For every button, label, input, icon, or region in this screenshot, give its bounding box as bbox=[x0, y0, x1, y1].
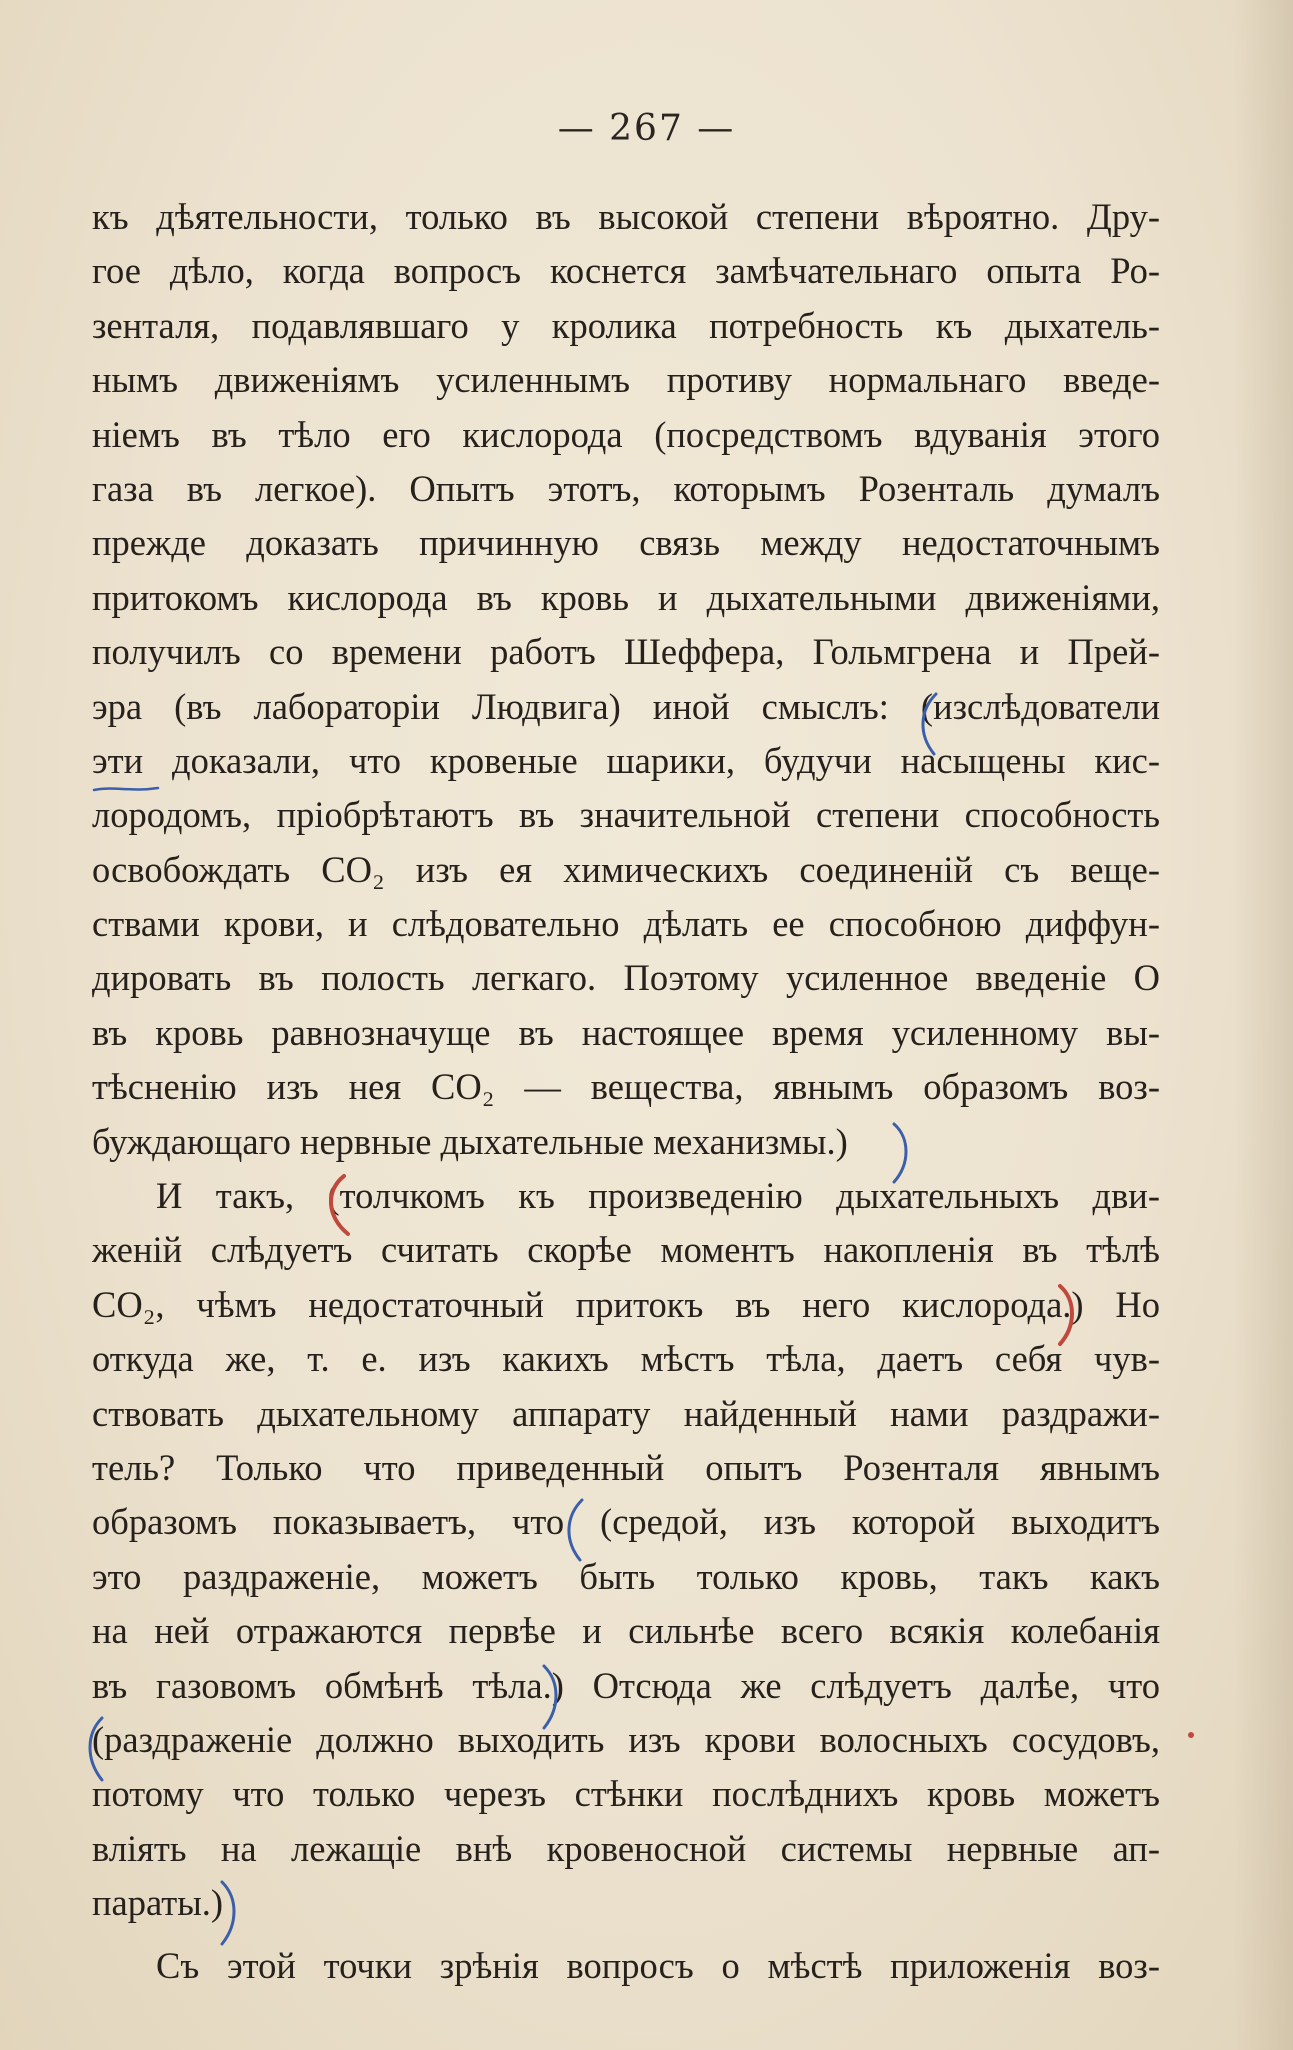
paragraph-gap bbox=[92, 1931, 1160, 1939]
text-line: параты.) bbox=[92, 1882, 223, 1924]
text-line: потому что только черезъ стѣнки послѣднихъ кровь можетъ bbox=[92, 1773, 1160, 1815]
text-line: лородомъ, пріобрѣтаютъ въ значительной степени способность bbox=[92, 794, 1160, 836]
text-line: въ газовомъ обмѣнѣ тѣла.) Отсюда же слѣдуетъ далѣе, что bbox=[92, 1664, 1160, 1706]
text-line: освобождать CO₂ изъ ея химическихъ соединеній съ веще- bbox=[92, 848, 1160, 890]
text-line: И такъ, (толчкомъ къ произведенію дыхательныхъ дви- bbox=[156, 1175, 1160, 1217]
red-dot-mark bbox=[1186, 1730, 1196, 1740]
text-line: тѣсненію изъ нея CO₂ — вещества, явнымъ образомъ воз- bbox=[92, 1066, 1160, 1108]
text-line: получилъ со времени работъ Шеффера, Гольмгрена и Прей- bbox=[92, 631, 1160, 673]
body-text bbox=[92, 190, 1160, 1993]
text-line: Съ этой точки зрѣнія вопросъ о мѣстѣ приложенія воз- bbox=[156, 1944, 1160, 1986]
text-line: (раздраженіе должно выходить изъ крови волосныхъ сосудовъ, bbox=[92, 1718, 1160, 1760]
text-line: притокомъ кислорода въ кровь и дыхательными движеніями, bbox=[92, 576, 1160, 618]
text-line: прежде доказать причинную связь между недостаточнымъ bbox=[92, 522, 1160, 564]
text-line: дировать въ полость легкаго. Поэтому усиленное введеніе O bbox=[92, 957, 1160, 999]
text-line: эра (въ лабораторіи Людвига) иной смыслъ: (изслѣдователи bbox=[92, 685, 1160, 727]
text-line: женій слѣдуетъ считать скорѣе моментъ накопленія въ тѣлѣ bbox=[92, 1229, 1160, 1271]
text-line: CO₂, чѣмъ недостаточный притокъ въ него кислорода.) Но bbox=[92, 1283, 1160, 1325]
paragraph bbox=[92, 1939, 1160, 1993]
text-line: это раздраженіе, можетъ быть только кровь, такъ какъ bbox=[92, 1555, 1160, 1597]
text-line: тель? Только что приведенный опытъ Розенталя явнымъ bbox=[92, 1446, 1160, 1488]
text-line: откуда же, т. е. изъ какихъ мѣстъ тѣла, даетъ себя чув- bbox=[92, 1338, 1160, 1380]
paragraph bbox=[92, 1169, 1160, 1930]
paragraph bbox=[92, 190, 1160, 1169]
text-line: газа въ легкое). Опытъ этотъ, которымъ Розенталь думалъ bbox=[92, 467, 1160, 509]
text-line: буждающаго нервные дыхательные механизмы.) bbox=[92, 1120, 848, 1162]
text-line: въ кровь равнозначуще въ настоящее время усиленному вы- bbox=[92, 1011, 1160, 1053]
text-line: ніемъ въ тѣло его кислорода (посредствомъ вдуванія этого bbox=[92, 413, 1160, 455]
text-line: вліять на лежащіе внѣ кровеносной системы нервные ап- bbox=[92, 1827, 1160, 1869]
page-number: — 267 — bbox=[557, 108, 736, 149]
text-line: зенталя, подавлявшаго у кролика потребность къ дыхатель- bbox=[92, 304, 1160, 346]
text-line: образомъ показываетъ, что (средой, изъ которой выходитъ bbox=[92, 1501, 1160, 1543]
text-line: гое дѣло, когда вопросъ коснется замѣчательнаго опыта Ро- bbox=[92, 250, 1160, 292]
text-line: къ дѣятельности, только въ высокой степени вѣроятно. Дру- bbox=[92, 196, 1160, 237]
text-line: на ней отражаются первѣе и сильнѣе всего всякія колебанія bbox=[92, 1610, 1160, 1652]
text-line: нымъ движеніямъ усиленнымъ противу нормальнаго введе- bbox=[92, 359, 1160, 401]
text-line: ствами крови, и слѣдовательно дѣлать ее способною диффун- bbox=[92, 903, 1160, 945]
text-line: эти доказали, что кровеные шарики, будучи насыщены кис- bbox=[92, 739, 1160, 781]
text-line: ствовать дыхательному аппарату найденный нами раздражи- bbox=[92, 1392, 1160, 1434]
